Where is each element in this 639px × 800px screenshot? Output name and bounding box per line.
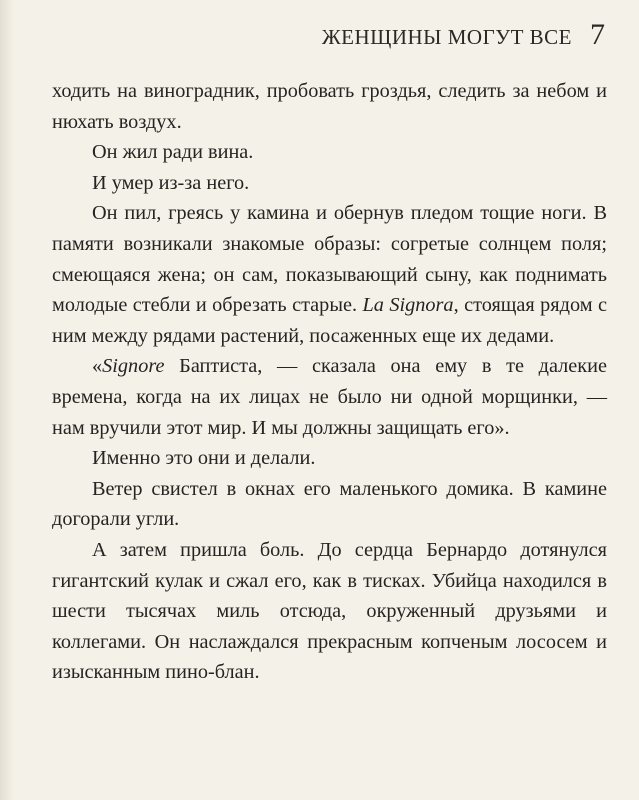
paragraph-text: Он пил, греясь у камина и обернув пледом тощие ноги. В памяти возникали знакомые образы: согретые солнцем поля; смеющаяся жена; он сам, показывающий сыну, как поднимать молодые стебли и обрезать старые. — [52, 202, 607, 317]
body-text — [52, 76, 607, 688]
paragraph: Именно это они и делали. — [92, 447, 316, 470]
paragraph: Ветер свистел в окнах его маленького домика. В камине догорали угли. — [52, 477, 607, 531]
italic-foreign-term: La Signora — [362, 294, 454, 317]
paragraph: А затем пришла боль. До сердца Бернардо дотянулся гигантский кулак и сжал его, как в тисках. Убийца находился в шести тысячах миль отсюда, окруженный друзьями и коллегами. Он наслаждался прекрасным копченым лососем и изысканным пино-блан. — [52, 538, 607, 684]
paragraph-text: , стоящая рядом с ним между рядами растений, посаженных еще их дедами. — [52, 294, 607, 347]
paragraph — [52, 351, 607, 443]
paragraph: Он жил ради вина. — [92, 141, 254, 164]
paragraph-text: Баптиста, — сказала она ему в те далекие времена, когда на их лицах не было ни одной морщинки, — нам вручили этот мир. И мы должны защищать его». — [52, 355, 607, 439]
running-header — [322, 18, 605, 58]
italic-foreign-term: Signore — [102, 355, 165, 378]
page-gutter-shadow — [0, 0, 14, 800]
paragraph: ходить на виноградник, пробовать гроздья, следить за небом и нюхать воздух. — [52, 80, 607, 133]
book-title: ЖЕНЩИНЫ МОГУТ ВСЕ — [321, 25, 572, 49]
paragraph — [52, 198, 607, 351]
page-number: 7 — [590, 18, 605, 51]
paragraph: И умер из-за него. — [92, 171, 250, 194]
quote-open: « — [92, 355, 103, 378]
